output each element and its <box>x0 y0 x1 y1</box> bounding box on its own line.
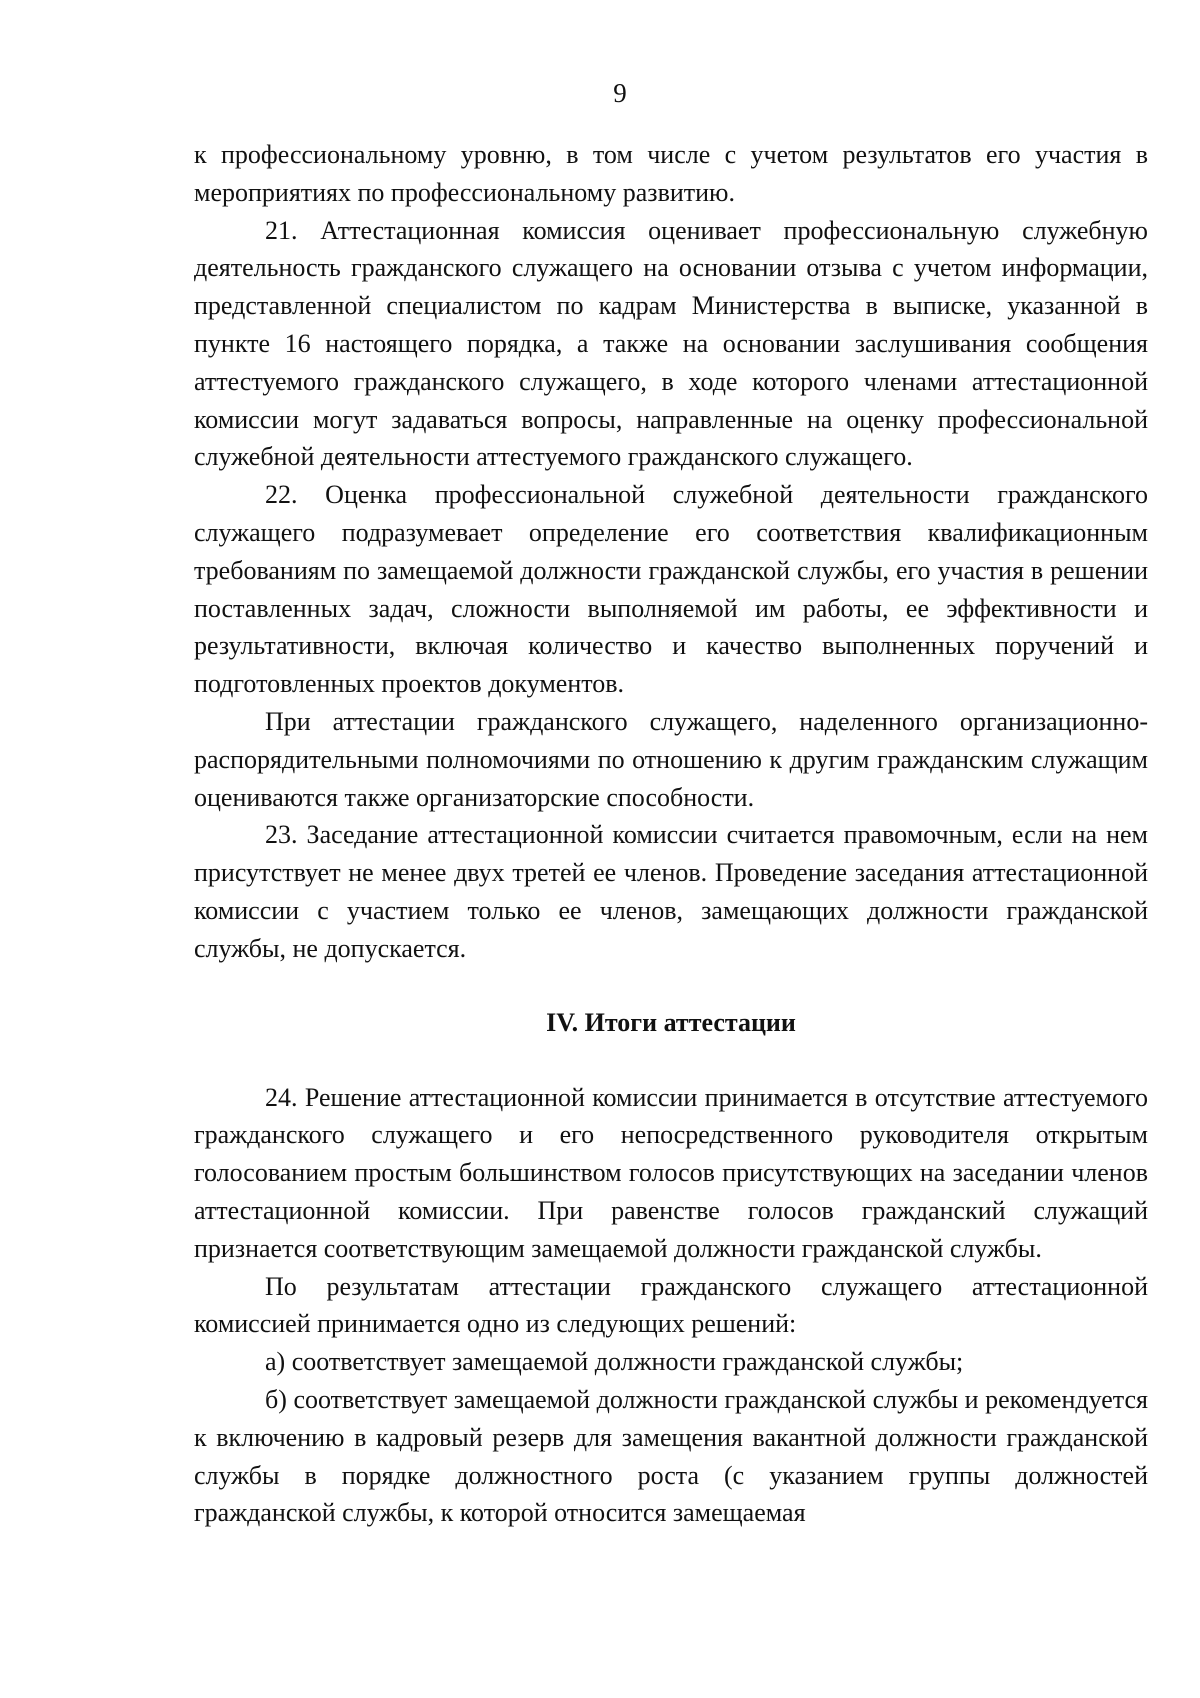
section-heading: IV. Итоги аттестации <box>546 1007 796 1037</box>
paragraph-continuation: к профессиональному уровню, в том числе с учетом результатов его участия в мероприятиях по профессиональному развитию. <box>194 140 1148 207</box>
paragraph-decisions-intro: По результатам аттестации гражданского служащего аттестационной комиссией принимается одно из следующих решений: <box>194 1271 1148 1339</box>
paragraph-item-22: 22. Оценка профессиональной служебной деятельности гражданского служащего подразумевает определение его соответствия квалификационным требованиям по замещаемой должности гражданской службы, его участия в решении поставленных задач, сложности выполняемой им работы, ее эффективности и результативности, включая количество и качество выполненных поручений и подготовленных проектов документов. <box>194 480 1148 699</box>
document-body <box>194 136 1148 1532</box>
paragraph-item-24: 24. Решение аттестационной комиссии принимается в отсутствие аттестуемого гражданского служащего и его непосредственного руководителя открытым голосованием простым большинством голосов присутствующих на заседании членов аттестационной комиссии. При равенстве голосов гражданский служащий признается соответствующим замещаемой должности гражданской службы. <box>194 1082 1148 1263</box>
page-number: 9 <box>613 78 627 108</box>
paragraph-item-21: 21. Аттестационная комиссия оценивает профессиональную служебную деятельность гражданского служащего на основании отзыва с учетом информации, представленной специалистом по кадрам Министерства в выписке, указанной в пункте 16 настоящего порядка, а также на основании заслушивания сообщения аттестуемого гражданского служащего, в ходе которого членами аттестационной комиссии могут задаваться вопросы, направленные на оценку профессиональной служебной деятельности аттестуемого гражданского служащего. <box>194 215 1148 472</box>
list-item-a: а) соответствует замещаемой должности гражданской службы; <box>265 1347 964 1377</box>
paragraph-item-23: 23. Заседание аттестационной комиссии считается правомочным, если на нем присутствует не менее двух третей ее членов. Проведение заседания аттестационной комиссии с участием только ее членов, замещающих должности гражданской службы, не допускается. <box>194 820 1148 963</box>
paragraph-organizational-abilities: При аттестации гражданского служащего, наделенного организационно-распорядительными полномочиями по отношению к другим гражданским служащим оцениваются также организаторские способности. <box>194 706 1148 812</box>
list-item-b: б) соответствует замещаемой должности гражданской службы и рекомендуется к включению в кадровый резерв для замещения вакантной должности гражданской службы в порядке должностного роста (с указанием группы должностей гражданской службы, к которой относится замещаемая <box>194 1384 1148 1528</box>
